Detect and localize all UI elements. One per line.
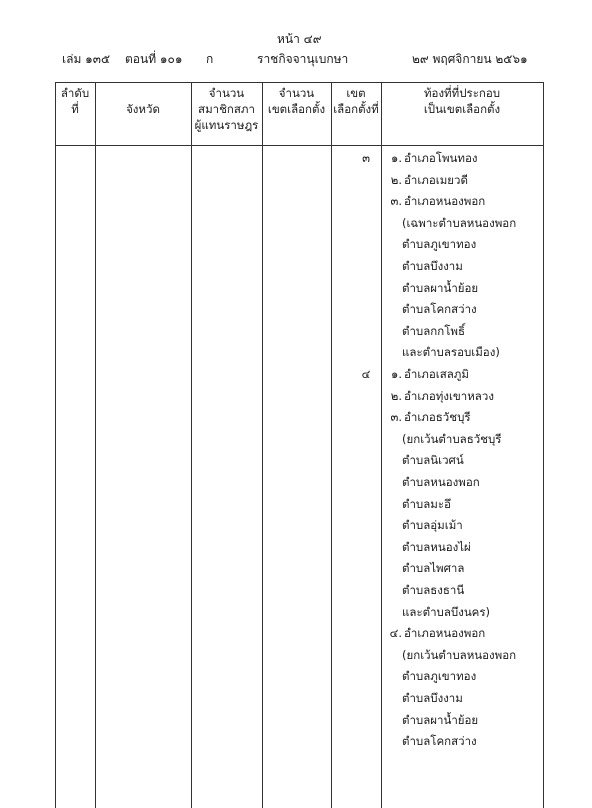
issue-number: ตอนที่ ๑๐๑ (125, 52, 183, 66)
area-text: ตำบลผาน้ำย้อย (402, 280, 479, 295)
section-letter: ก (206, 52, 214, 66)
area-text: ตำบลหนองพอก (402, 475, 480, 489)
header-constituency-count: จำนวน เขตเลือกตั้ง (267, 86, 326, 116)
table-row (55, 558, 544, 580)
table-row (55, 580, 544, 602)
area-text: (ยกเว้นตำบลหนองพอก (402, 647, 517, 662)
table-row (55, 170, 544, 192)
area-text: อำเภอหนองพอก (404, 626, 486, 641)
item-number: ๔. (389, 626, 402, 641)
area-text: อำเภอธวัชบุรี (404, 410, 471, 425)
header-constituency-no: เขต เลือกตั้งที่ (333, 86, 379, 116)
table-row (55, 472, 544, 494)
constituency-table (55, 82, 544, 808)
table-row (55, 234, 544, 256)
table-row (55, 191, 544, 213)
table-row (55, 299, 544, 321)
item-number: ๑. (391, 367, 402, 381)
area-text: อำเภอทุ่งเขาหลวง (404, 388, 494, 403)
area-text: ตำบลโคกสว่าง (402, 734, 477, 749)
item-number: ๒. (390, 172, 402, 187)
table-row (55, 450, 544, 472)
area-text: ตำบลกกโพธิ์ (402, 323, 465, 338)
area-text: อำเภอหนองพอก (404, 194, 486, 209)
area-text: และตำบลบึงนคร) (402, 604, 491, 619)
area-text: ตำบลอุ่มเม้า (402, 518, 463, 533)
table-row (55, 623, 544, 645)
table-row (55, 342, 544, 364)
header-mp-count: จำนวน สมาชิกสภา ผู้แทนราษฎร (194, 86, 259, 132)
area-text: ตำบลภูเขาทอง (402, 237, 477, 252)
table-row (55, 386, 544, 408)
table-row (55, 515, 544, 537)
area-text: ตำบลผาน้ำย้อย (402, 712, 479, 727)
item-number: ๑. (391, 151, 402, 165)
publication-title: ราชกิจจานุเบกษา (257, 52, 349, 66)
area-text: ตำบลโคกสว่าง (402, 302, 477, 317)
table-row (55, 148, 544, 170)
table-row (55, 321, 544, 343)
table-row (55, 494, 544, 516)
area-text: (เฉพาะตำบลหนองพอก (402, 215, 517, 230)
header-area: ท้องที่ที่ประกอบ เป็นเขตเลือกตั้ง (423, 86, 501, 116)
constituency-number: ๔ (361, 367, 371, 381)
table-row (55, 278, 544, 300)
area-text: ตำบลนิเวศน์ (402, 453, 464, 468)
constituency-number: ๓ (362, 151, 370, 165)
area-text: อำเภอเมยวดี (404, 172, 468, 187)
area-text: อำเภอโพนทอง (404, 151, 478, 165)
area-text: (ยกเว้นตำบลธวัชบุรี (402, 431, 502, 446)
publication-date: ๒๙ พฤศจิกายน ๒๕๖๑ (412, 52, 528, 66)
table-header-divider (55, 145, 544, 146)
table-row (55, 731, 544, 753)
area-text: ตำบลบึงงาม (402, 691, 463, 705)
area-text: อำเภอเสลภูมิ (404, 367, 469, 381)
table-row (55, 688, 544, 710)
table-row (55, 213, 544, 235)
table-row (55, 666, 544, 688)
header-order: ลำดับ ที่ (60, 86, 90, 116)
area-text: ตำบลภูเขาทอง (402, 669, 477, 684)
volume-number: เล่ม ๑๓๕ (62, 52, 111, 66)
table-row (55, 407, 544, 429)
table-row (55, 256, 544, 278)
item-number: ๓. (390, 194, 402, 209)
area-text: ตำบลหนองไผ่ (402, 539, 471, 554)
area-text: ตำบลธงธานี (402, 583, 465, 597)
table-row (55, 364, 544, 386)
area-text: ตำบลไพศาล (402, 561, 465, 576)
item-number: ๒. (390, 388, 402, 403)
area-text: และตำบลรอบเมือง) (402, 345, 500, 360)
header-province: จังหวัด (126, 102, 160, 116)
page-number: หน้า ๔๙ (277, 32, 322, 46)
area-text: ตำบลมะอึ (402, 496, 451, 511)
item-number: ๓. (390, 410, 402, 425)
table-top-border (55, 82, 544, 83)
table-row (55, 602, 544, 624)
table-row (55, 710, 544, 732)
table-row (55, 645, 544, 667)
table-row (55, 537, 544, 559)
table-row (55, 429, 544, 451)
area-text: ตำบลบึงงาม (402, 259, 463, 273)
